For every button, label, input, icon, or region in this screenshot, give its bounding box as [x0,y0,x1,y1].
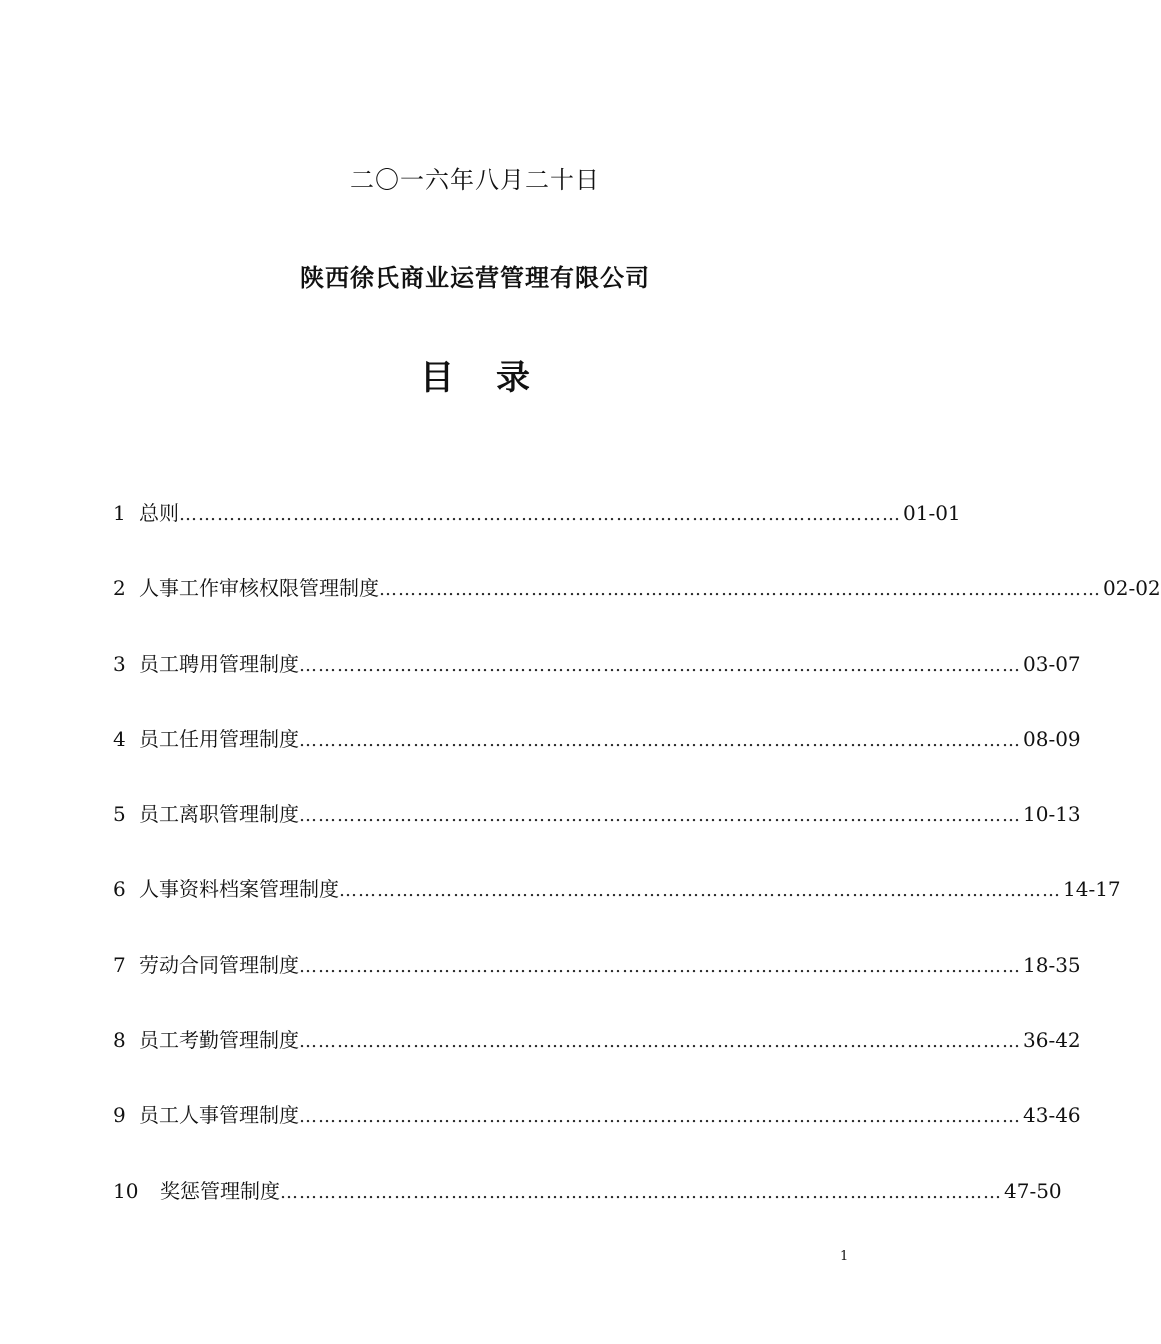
toc-entry-label: 人事工作审核权限管理制度 [139,576,379,601]
toc-entry-number: 8 [113,1028,126,1053]
toc-entry[interactable] [113,723,1081,798]
toc-leader-dots: …………………………………………………………………………………………………… [280,1181,1002,1203]
toc-entry-number: 6 [113,877,126,902]
toc-entry-label: 员工任用管理制度 [139,726,299,751]
toc-entry-number: 5 [113,802,126,827]
toc-entry[interactable] [113,648,1081,723]
toc-entry[interactable] [113,572,1161,647]
toc-entry[interactable] [113,1175,1062,1250]
toc-entry-label: 员工聘用管理制度 [139,651,299,676]
toc-entry-pages: 36-42 [1023,1028,1081,1053]
toc-leader-dots: …………………………………………………………………………………………………… [179,504,901,525]
toc-list [113,497,1161,1250]
toc-entry[interactable] [113,949,1081,1024]
toc-title [0,350,950,399]
toc-leader-dots: …………………………………………………………………………………………………… [299,1106,1021,1128]
toc-entry-label: 员工人事管理制度 [139,1103,299,1128]
toc-entry[interactable] [113,497,961,572]
toc-entry-pages: 03-07 [1023,651,1081,676]
document-date: 二〇一六年八月二十日 [350,166,600,194]
toc-entry-label: 员工离职管理制度 [139,802,299,827]
toc-entry-label: 人事资料档案管理制度 [139,877,339,902]
toc-entry[interactable] [113,873,1121,948]
toc-leader-dots: …………………………………………………………………………………………………… [299,654,1021,676]
toc-entry-number: 9 [113,1103,126,1128]
toc-entry-pages: 10-13 [1023,802,1081,827]
toc-entry-label: 劳动合同管理制度 [139,952,299,977]
toc-leader-dots: …………………………………………………………………………………………………… [299,729,1021,751]
toc-leader-dots: …………………………………………………………………………………………………… [379,579,1101,601]
toc-entry-pages: 43-46 [1023,1103,1081,1128]
toc-entry-pages: 47-50 [1004,1178,1062,1203]
toc-leader-dots: …………………………………………………………………………………………………… [299,805,1021,827]
toc-leader-dots: …………………………………………………………………………………………………… [299,1031,1021,1053]
toc-entry-pages: 14-17 [1063,877,1121,902]
toc-title-char-2: 录 [496,358,530,398]
toc-entry-number: 4 [113,726,126,751]
toc-entry-number: 1 [113,501,126,525]
toc-leader-dots: …………………………………………………………………………………………………… [299,955,1021,977]
toc-entry-number: 3 [113,651,126,676]
toc-entry-label: 员工考勤管理制度 [139,1028,299,1053]
toc-title-char-1: 目 [420,358,454,398]
toc-leader-dots: …………………………………………………………………………………………………… [339,880,1061,902]
toc-entry-pages: 02-02 [1103,576,1161,601]
toc-entry-pages: 18-35 [1023,952,1081,977]
toc-entry-label: 奖惩管理制度 [160,1178,280,1203]
toc-entry-number: 7 [113,952,126,977]
toc-entry-number: 2 [113,576,126,601]
toc-entry[interactable] [113,1024,1081,1099]
toc-entry-number: 10 [113,1178,139,1203]
toc-entry-pages: 08-09 [1023,726,1081,751]
company-name: 陕西徐氏商业运营管理有限公司 [300,263,650,292]
toc-entry-label: 总则 [139,501,179,525]
page-number: 1 [840,1249,849,1264]
toc-entry-pages: 01-01 [903,501,961,525]
toc-entry[interactable] [113,1099,1081,1174]
toc-entry[interactable] [113,798,1081,873]
